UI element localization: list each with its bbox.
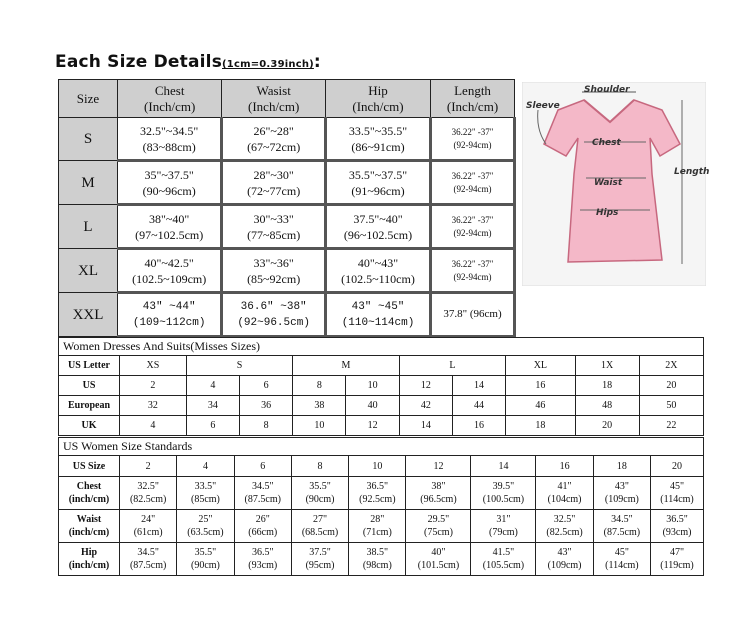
value-cell: 27" (68.5cm) (291, 510, 348, 543)
value-cell: 38" (96.5cm) (406, 477, 471, 510)
misses-caption: Women Dresses And Suits(Misses Sizes) (59, 338, 704, 356)
us-row (59, 376, 704, 396)
value-cell: 6 (186, 416, 239, 436)
size-row-l (59, 205, 515, 249)
size-label: S (59, 118, 118, 161)
value-cell: 8 (240, 416, 293, 436)
letter-cell: XS (120, 356, 187, 376)
letter-cell: M (293, 356, 399, 376)
value-cell: 36 (240, 396, 293, 416)
value-cell: 10 (293, 416, 346, 436)
value-cell: 16 (452, 416, 505, 436)
hip-cell: 43" ~45" (110~114cm) (325, 293, 430, 337)
length-cell: 36.22" -37" (92-94cm) (431, 249, 515, 293)
letter-cell: 1X (575, 356, 639, 376)
value-cell: 20 (575, 416, 639, 436)
header-chest: Chest (Inch/cm) (118, 80, 222, 118)
value-cell: 47" (119cm) (651, 543, 704, 576)
value-cell: 34 (186, 396, 239, 416)
value-cell: 34.5" (87.5cm) (120, 543, 177, 576)
misses-sizes-table (58, 337, 704, 436)
header-waist: Wasist (Inch/cm) (222, 80, 326, 118)
size-row-s (59, 118, 515, 161)
value-cell: 50 (639, 396, 703, 416)
us-standards-caption-row (59, 438, 704, 456)
value-cell: 32.5" (82.5cm) (536, 510, 593, 543)
value-cell: 45" (114cm) (593, 543, 650, 576)
row-label: US Letter (59, 356, 120, 376)
value-cell: 29.5" (75cm) (406, 510, 471, 543)
size-label: XL (59, 249, 118, 293)
value-cell: 34.5" (87.5cm) (593, 510, 650, 543)
value-cell: 24" (61cm) (120, 510, 177, 543)
value-cell: 18 (506, 416, 575, 436)
value-cell: 18 (593, 456, 650, 477)
value-cell: 25" (63.5cm) (177, 510, 234, 543)
row-label: Chest (inch/cm) (59, 477, 120, 510)
label-length: Length (674, 167, 710, 177)
value-cell: 48 (575, 396, 639, 416)
value-cell: 38 (293, 396, 346, 416)
waist-cell: 28"~30" (72~77cm) (222, 161, 326, 205)
size-row-xl (59, 249, 515, 293)
row-label: US Size (59, 456, 120, 477)
value-cell: 36.5" (93cm) (651, 510, 704, 543)
value-cell: 18 (575, 376, 639, 396)
page-title (55, 52, 321, 72)
hip-cell: 40"~43" (102.5~110cm) (325, 249, 430, 293)
size-row-xxl (59, 293, 515, 337)
value-cell: 4 (120, 416, 187, 436)
value-cell: 38.5" (98cm) (349, 543, 406, 576)
waist-cell: 33"~36" (85~92cm) (222, 249, 326, 293)
value-cell: 8 (291, 456, 348, 477)
us-waist-row (59, 510, 704, 543)
letter-cell: XL (506, 356, 575, 376)
value-cell: 41" (104cm) (536, 477, 593, 510)
value-cell: 10 (349, 456, 406, 477)
label-chest: Chest (592, 138, 621, 148)
hip-cell: 33.5"~35.5" (86~91cm) (325, 118, 430, 161)
us-standards-caption: US Women Size Standards (59, 438, 704, 456)
chest-cell: 38"~40" (97~102.5cm) (118, 205, 222, 249)
chest-cell: 35"~37.5" (90~96cm) (118, 161, 222, 205)
length-cell: 36.22" -37" (92-94cm) (431, 205, 515, 249)
value-cell: 41.5" (105.5cm) (471, 543, 536, 576)
label-hips: Hips (596, 208, 619, 218)
value-cell: 37.5" (95cm) (291, 543, 348, 576)
waist-cell: 30"~33" (77~85cm) (222, 205, 326, 249)
value-cell: 14 (399, 416, 452, 436)
title-main: Each Size Details (55, 52, 223, 72)
misses-caption-row (59, 338, 704, 356)
size-label: XXL (59, 293, 118, 337)
us-letter-row (59, 356, 704, 376)
chest-cell: 32.5"~34.5" (83~88cm) (118, 118, 222, 161)
length-cell: 36.22" -37" (92-94cm) (431, 118, 515, 161)
header-size: Size (59, 80, 118, 118)
size-details-table (58, 79, 516, 338)
value-cell: 12 (399, 376, 452, 396)
size-label: M (59, 161, 118, 205)
value-cell: 2 (120, 456, 177, 477)
letter-cell: 2X (639, 356, 703, 376)
value-cell: 36.5" (92.5cm) (349, 477, 406, 510)
value-cell: 6 (234, 456, 291, 477)
letter-cell: L (399, 356, 505, 376)
header-length: Length (Inch/cm) (431, 80, 515, 118)
value-cell: 34.5" (87.5cm) (234, 477, 291, 510)
value-cell: 2 (120, 376, 187, 396)
value-cell: 4 (177, 456, 234, 477)
hip-cell: 37.5"~40" (96~102.5cm) (325, 205, 430, 249)
waist-cell: 26"~28" (67~72cm) (222, 118, 326, 161)
value-cell: 8 (293, 376, 346, 396)
value-cell: 14 (452, 376, 505, 396)
header-hip: Hip (Inch/cm) (325, 80, 430, 118)
row-label: Hip (inch/cm) (59, 543, 120, 576)
letter-cell: S (186, 356, 292, 376)
value-cell: 40 (346, 396, 399, 416)
value-cell: 33.5" (85cm) (177, 477, 234, 510)
us-chest-row (59, 477, 704, 510)
value-cell: 32 (120, 396, 187, 416)
value-cell: 16 (506, 376, 575, 396)
row-label: US (59, 376, 120, 396)
value-cell: 43" (109cm) (536, 543, 593, 576)
size-table-header-row (59, 80, 515, 118)
label-waist: Waist (594, 178, 623, 188)
chest-cell: 43" ~44" (109~112cm) (118, 293, 222, 337)
value-cell: 42 (399, 396, 452, 416)
value-cell: 26" (66cm) (234, 510, 291, 543)
value-cell: 20 (639, 376, 703, 396)
value-cell: 12 (346, 416, 399, 436)
value-cell: 28" (71cm) (349, 510, 406, 543)
row-label: Waist (inch/cm) (59, 510, 120, 543)
value-cell: 14 (471, 456, 536, 477)
value-cell: 6 (240, 376, 293, 396)
row-label: European (59, 396, 120, 416)
value-cell: 32.5" (82.5cm) (120, 477, 177, 510)
label-sleeve: Sleeve (526, 101, 560, 111)
size-row-m (59, 161, 515, 205)
title-colon: : (313, 52, 321, 72)
value-cell: 10 (346, 376, 399, 396)
value-cell: 22 (639, 416, 703, 436)
value-cell: 46 (506, 396, 575, 416)
hip-cell: 35.5"~37.5" (91~96cm) (325, 161, 430, 205)
size-label: L (59, 205, 118, 249)
value-cell: 35.5" (90cm) (291, 477, 348, 510)
value-cell: 36.5" (93cm) (234, 543, 291, 576)
label-shoulder: Shoulder (584, 85, 630, 95)
value-cell: 4 (186, 376, 239, 396)
dress-measurement-diagram (522, 82, 710, 286)
value-cell: 31" (79cm) (471, 510, 536, 543)
title-unit-note: (1cm=0.39inch) (222, 59, 314, 70)
length-cell: 37.8" (96cm) (431, 293, 515, 337)
length-cell: 36.22" -37" (92-94cm) (431, 161, 515, 205)
value-cell: 44 (452, 396, 505, 416)
uk-row (59, 416, 704, 436)
us-hip-row (59, 543, 704, 576)
value-cell: 35.5" (90cm) (177, 543, 234, 576)
chest-cell: 40"~42.5" (102.5~109cm) (118, 249, 222, 293)
us-size-row (59, 456, 704, 477)
value-cell: 45" (114cm) (651, 477, 704, 510)
value-cell: 39.5" (100.5cm) (471, 477, 536, 510)
value-cell: 40" (101.5cm) (406, 543, 471, 576)
value-cell: 20 (651, 456, 704, 477)
row-label: UK (59, 416, 120, 436)
european-row (59, 396, 704, 416)
waist-cell: 36.6" ~38" (92~96.5cm) (222, 293, 326, 337)
value-cell: 43" (109cm) (593, 477, 650, 510)
value-cell: 12 (406, 456, 471, 477)
value-cell: 16 (536, 456, 593, 477)
us-size-standards-table (58, 437, 704, 576)
